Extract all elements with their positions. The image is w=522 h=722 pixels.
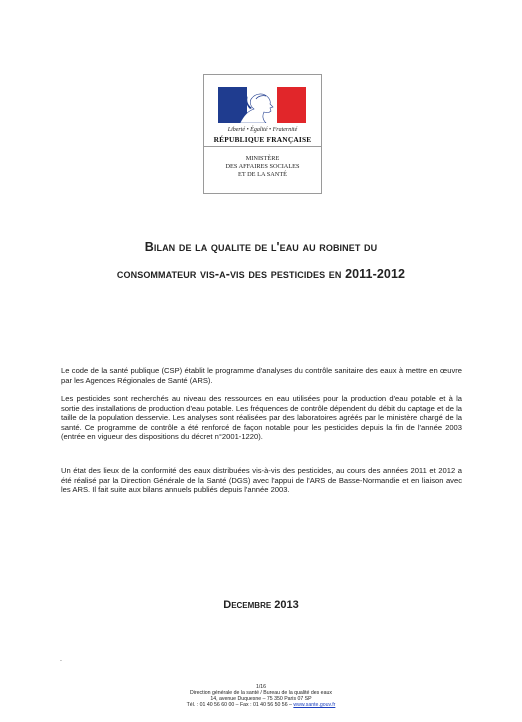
- body-paragraph: Le code de la santé publique (CSP) établit le programme d'analyses du contrôle sanitaire des eaux à mettre en œuvre par les Agences Régionales de Santé (ARS).: [61, 366, 462, 385]
- website-link[interactable]: www.sante.gouv.fr: [293, 702, 336, 708]
- footer-department: Direction générale de la santé / Bureau de la qualité des eaux: [190, 690, 332, 696]
- republic-motto: Liberté • Égalité • Fraternité: [227, 127, 298, 133]
- page-number: 1/16: [255, 684, 267, 690]
- publication-date: Decembre 2013: [223, 599, 299, 611]
- ministry-name: [204, 155, 321, 179]
- body-paragraph: Les pesticides sont recherchés au niveau des ressources en eau utilisées pour la production d'eau potable et à la sortie des installations de production d'eau potable. Les fréquences de contrôle dépendent du débit du captage et de la taille de la population desservie. Les analyses sont réalisées par des laboratoires agréés par le ministère chargé de la santé. Ce programme de contrôle a été renforcé de façon notable pour les pesticides depuis la fin de l'année 2003 (entrée en vigueur des dispositions du décret n°2001-1220).: [61, 394, 462, 442]
- document-title-line-1: Bilan de la qualite de l'eau au robinet du: [144, 240, 378, 254]
- footer-contact: [0, 702, 522, 708]
- stray-dot: .: [60, 656, 62, 663]
- marianne-icon: [236, 89, 282, 123]
- tricolor-flag: [218, 87, 306, 123]
- ministry-line: MINISTÈRE: [245, 155, 280, 162]
- footer-address: 14, avenue Duquesne – 75 350 Paris 07 SP: [210, 696, 312, 702]
- body-paragraph: Un état des lieux de la conformité des eaux distribuées vis-à-vis des pesticides, au cours des années 2011 et 2012 a été réalisé par la Direction Générale de la Santé (DGS) avec l'appui de l'ARS de Basse-Normandie et en liaison avec les ARS. Il fait suite aux bilans annuels publiés depuis l'année 2003.: [61, 466, 462, 495]
- ministry-line: ET DE LA SANTÉ: [237, 171, 288, 178]
- ministry-line: DES AFFAIRES SOCIALES: [225, 163, 300, 170]
- logo-divider: [204, 146, 321, 147]
- republic-name: RÉPUBLIQUE FRANÇAISE: [213, 135, 312, 144]
- document-title-line-2: consommateur vis-a-vis des pesticides en 2011-2012: [116, 267, 406, 281]
- republic-logo: [203, 74, 322, 194]
- footer-phone-fax: Tél. : 01 40 56 60 00 – Fax : 01 40 56 50 56 –: [186, 702, 294, 708]
